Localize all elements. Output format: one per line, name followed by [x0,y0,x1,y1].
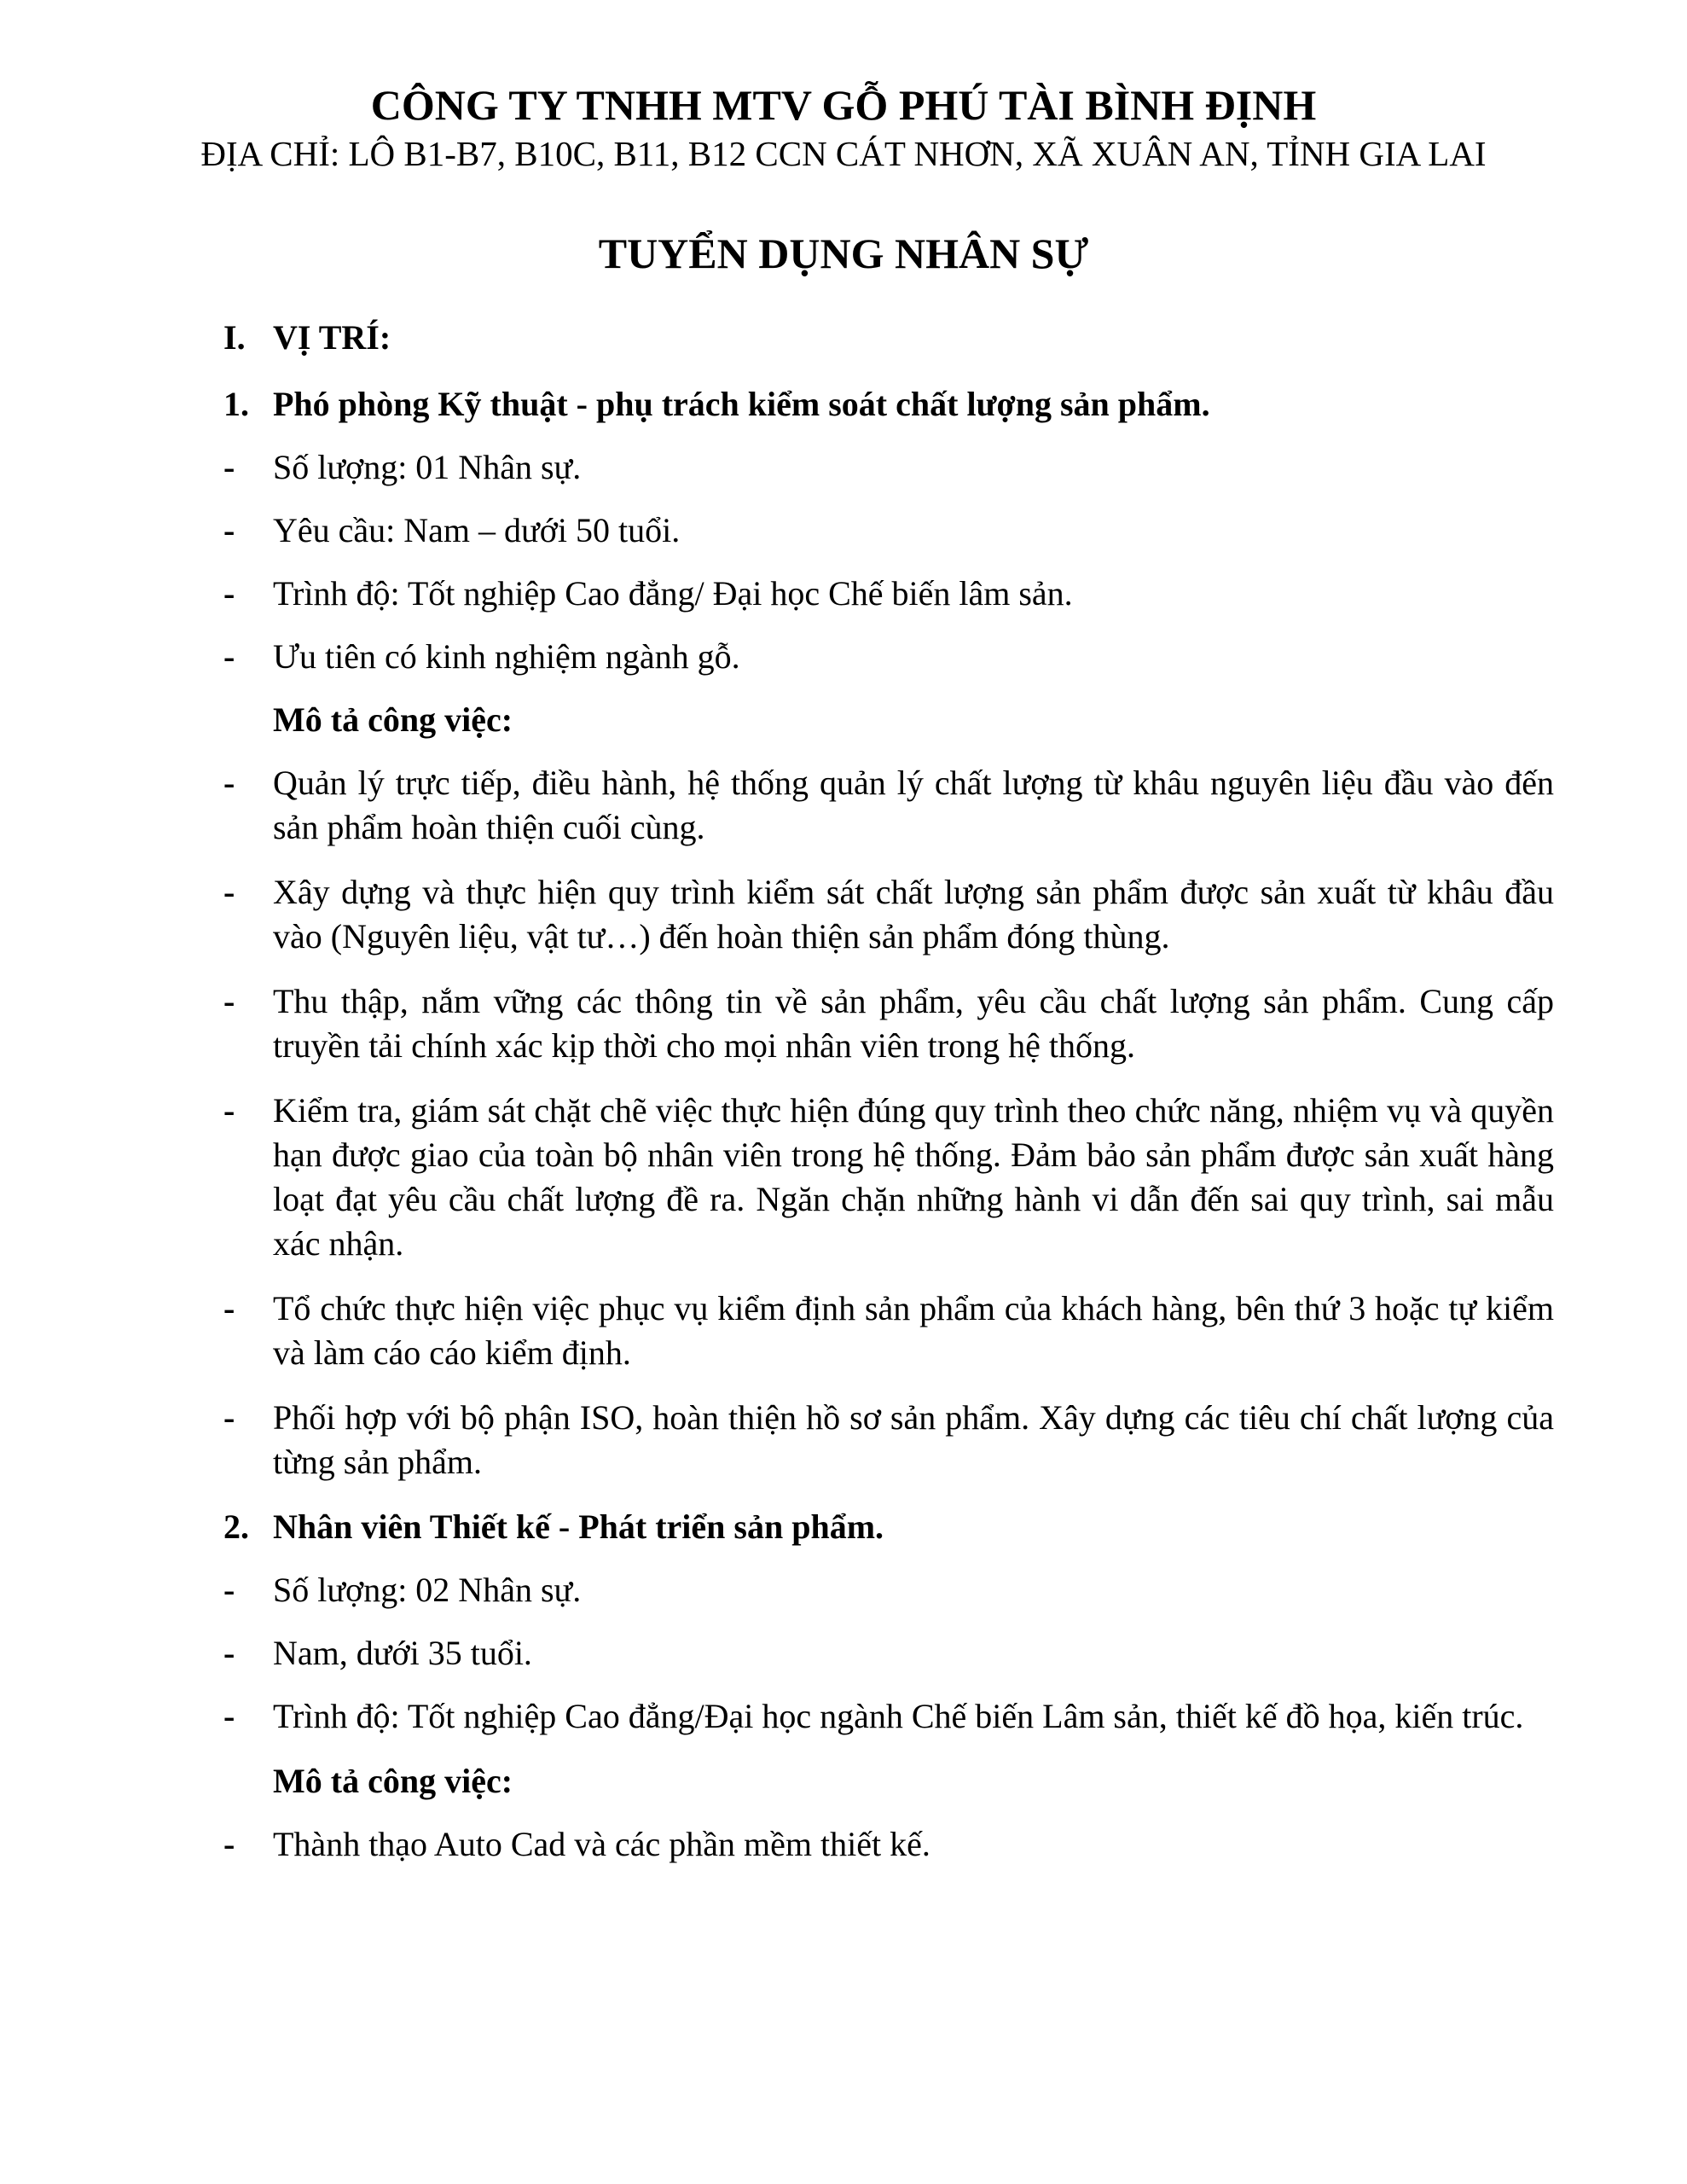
duty-text: Kiểm tra, giám sát chặt chẽ việc thực hiện đúng quy trình theo chức năng, nhiệm vụ và quyền hạn được giao của toàn bộ nhân viên trong hệ thống. Đảm bảo sản phẩm được sản xuất hàng loạt đạt yêu cầu chất lượng đề ra. Ngăn chặn những hành vi dẫn đến sai quy trình, sai mẫu xác nhận. [273,1091,1554,1263]
bullet-dash: - [223,448,235,486]
bullet-dash: - [223,873,235,911]
bullet-dash: - [223,1697,235,1735]
position-title: Nhân viên Thiết kế - Phát triển sản phẩm. [273,1507,884,1546]
requirement-text: Nam, dưới 35 tuổi. [273,1634,532,1672]
list-item [223,1631,1554,1676]
bullet-dash: - [223,1825,235,1863]
list-item [223,761,1554,850]
description-heading: Mô tả công việc: [273,700,513,739]
company-name: CÔNG TY TNHH MTV GỖ PHÚ TÀI BÌNH ĐỊNH [370,81,1317,129]
position-title: Phó phòng Kỹ thuật - phụ trách kiểm soát chất lượng sản phẩm. [273,385,1210,423]
duty-text: Phối hợp với bộ phận ISO, hoàn thiện hồ sơ sản phẩm. Xây dựng các tiêu chí chất lượng của từng sản phẩm. [273,1398,1554,1481]
requirement-text: Số lượng: 01 Nhân sự. [273,448,582,486]
bullet-dash: - [223,1634,235,1672]
bullet-dash: - [223,764,235,802]
list-item [223,870,1554,959]
duty-text: Xây dựng và thực hiện quy trình kiểm sát chất lượng sản phẩm được sản xuất từ khâu đầu vào (Nguyên liệu, vật tư…) đến hoàn thiện sản phẩm đóng thùng. [273,873,1554,956]
description-heading: Mô tả công việc: [273,1762,513,1800]
list-item [223,1568,1554,1612]
position-number: 2. [223,1507,249,1546]
requirement-text: Ưu tiên có kinh nghiệm ngành gỗ. [273,637,740,676]
bullet-dash: - [223,574,235,613]
bullet-dash: - [223,982,235,1020]
list-item [223,1287,1554,1375]
position-heading [223,382,1554,427]
duty-text: Thu thập, nắm vững các thông tin về sản phẩm, yêu cầu chất lượng sản phẩm. Cung cấp truyền tải chính xác kịp thời cho mọi nhân viên trong hệ thống. [273,982,1554,1065]
list-item [223,635,1554,679]
list-item [223,572,1554,616]
list-item [223,1396,1554,1484]
list-item [223,1822,1554,1867]
position-number: 1. [223,385,249,423]
requirement-text: Yêu cầu: Nam – dưới 50 tuổi. [273,511,681,549]
bullet-dash: - [223,1289,235,1327]
document-body [223,316,1554,1867]
requirement-text: Số lượng: 02 Nhân sự. [273,1571,582,1609]
bullet-dash: - [223,511,235,549]
list-item [223,1089,1554,1266]
requirement-text: Trình độ: Tốt nghiệp Cao đẳng/Đại học ngành Chế biến Lâm sản, thiết kế đồ họa, kiến trúc. [273,1697,1524,1735]
list-item [223,445,1554,490]
requirement-text: Trình độ: Tốt nghiệp Cao đẳng/ Đại học Chế biến lâm sản. [273,574,1073,613]
section-number: I. [223,318,246,357]
section-heading [223,316,1554,360]
duty-text: Thành thạo Auto Cad và các phần mềm thiết kế. [273,1825,930,1863]
company-address: ĐỊA CHỈ: LÔ B1-B7, B10C, B11, B12 CCN CÁT NHƠN, XÃ XUÂN AN, TỈNH GIA LAI [200,134,1487,173]
section-label: VỊ TRÍ: [273,318,391,357]
list-item [223,508,1554,553]
bullet-dash: - [223,1091,235,1130]
bullet-dash: - [223,1571,235,1609]
list-item [223,1694,1554,1739]
bullet-dash: - [223,637,235,676]
duty-text: Tổ chức thực hiện việc phục vụ kiểm định sản phẩm của khách hàng, bên thứ 3 hoặc tự kiểm và làm cáo cáo kiểm định. [273,1289,1554,1372]
duty-text: Quản lý trực tiếp, điều hành, hệ thống quản lý chất lượng từ khâu nguyên liệu đầu vào đến sản phẩm hoàn thiện cuối cùng. [273,764,1554,846]
position-heading [223,1505,1554,1549]
document-title: TUYỂN DỤNG NHÂN SỰ [598,229,1089,277]
bullet-dash: - [223,1398,235,1437]
list-item [223,979,1554,1068]
